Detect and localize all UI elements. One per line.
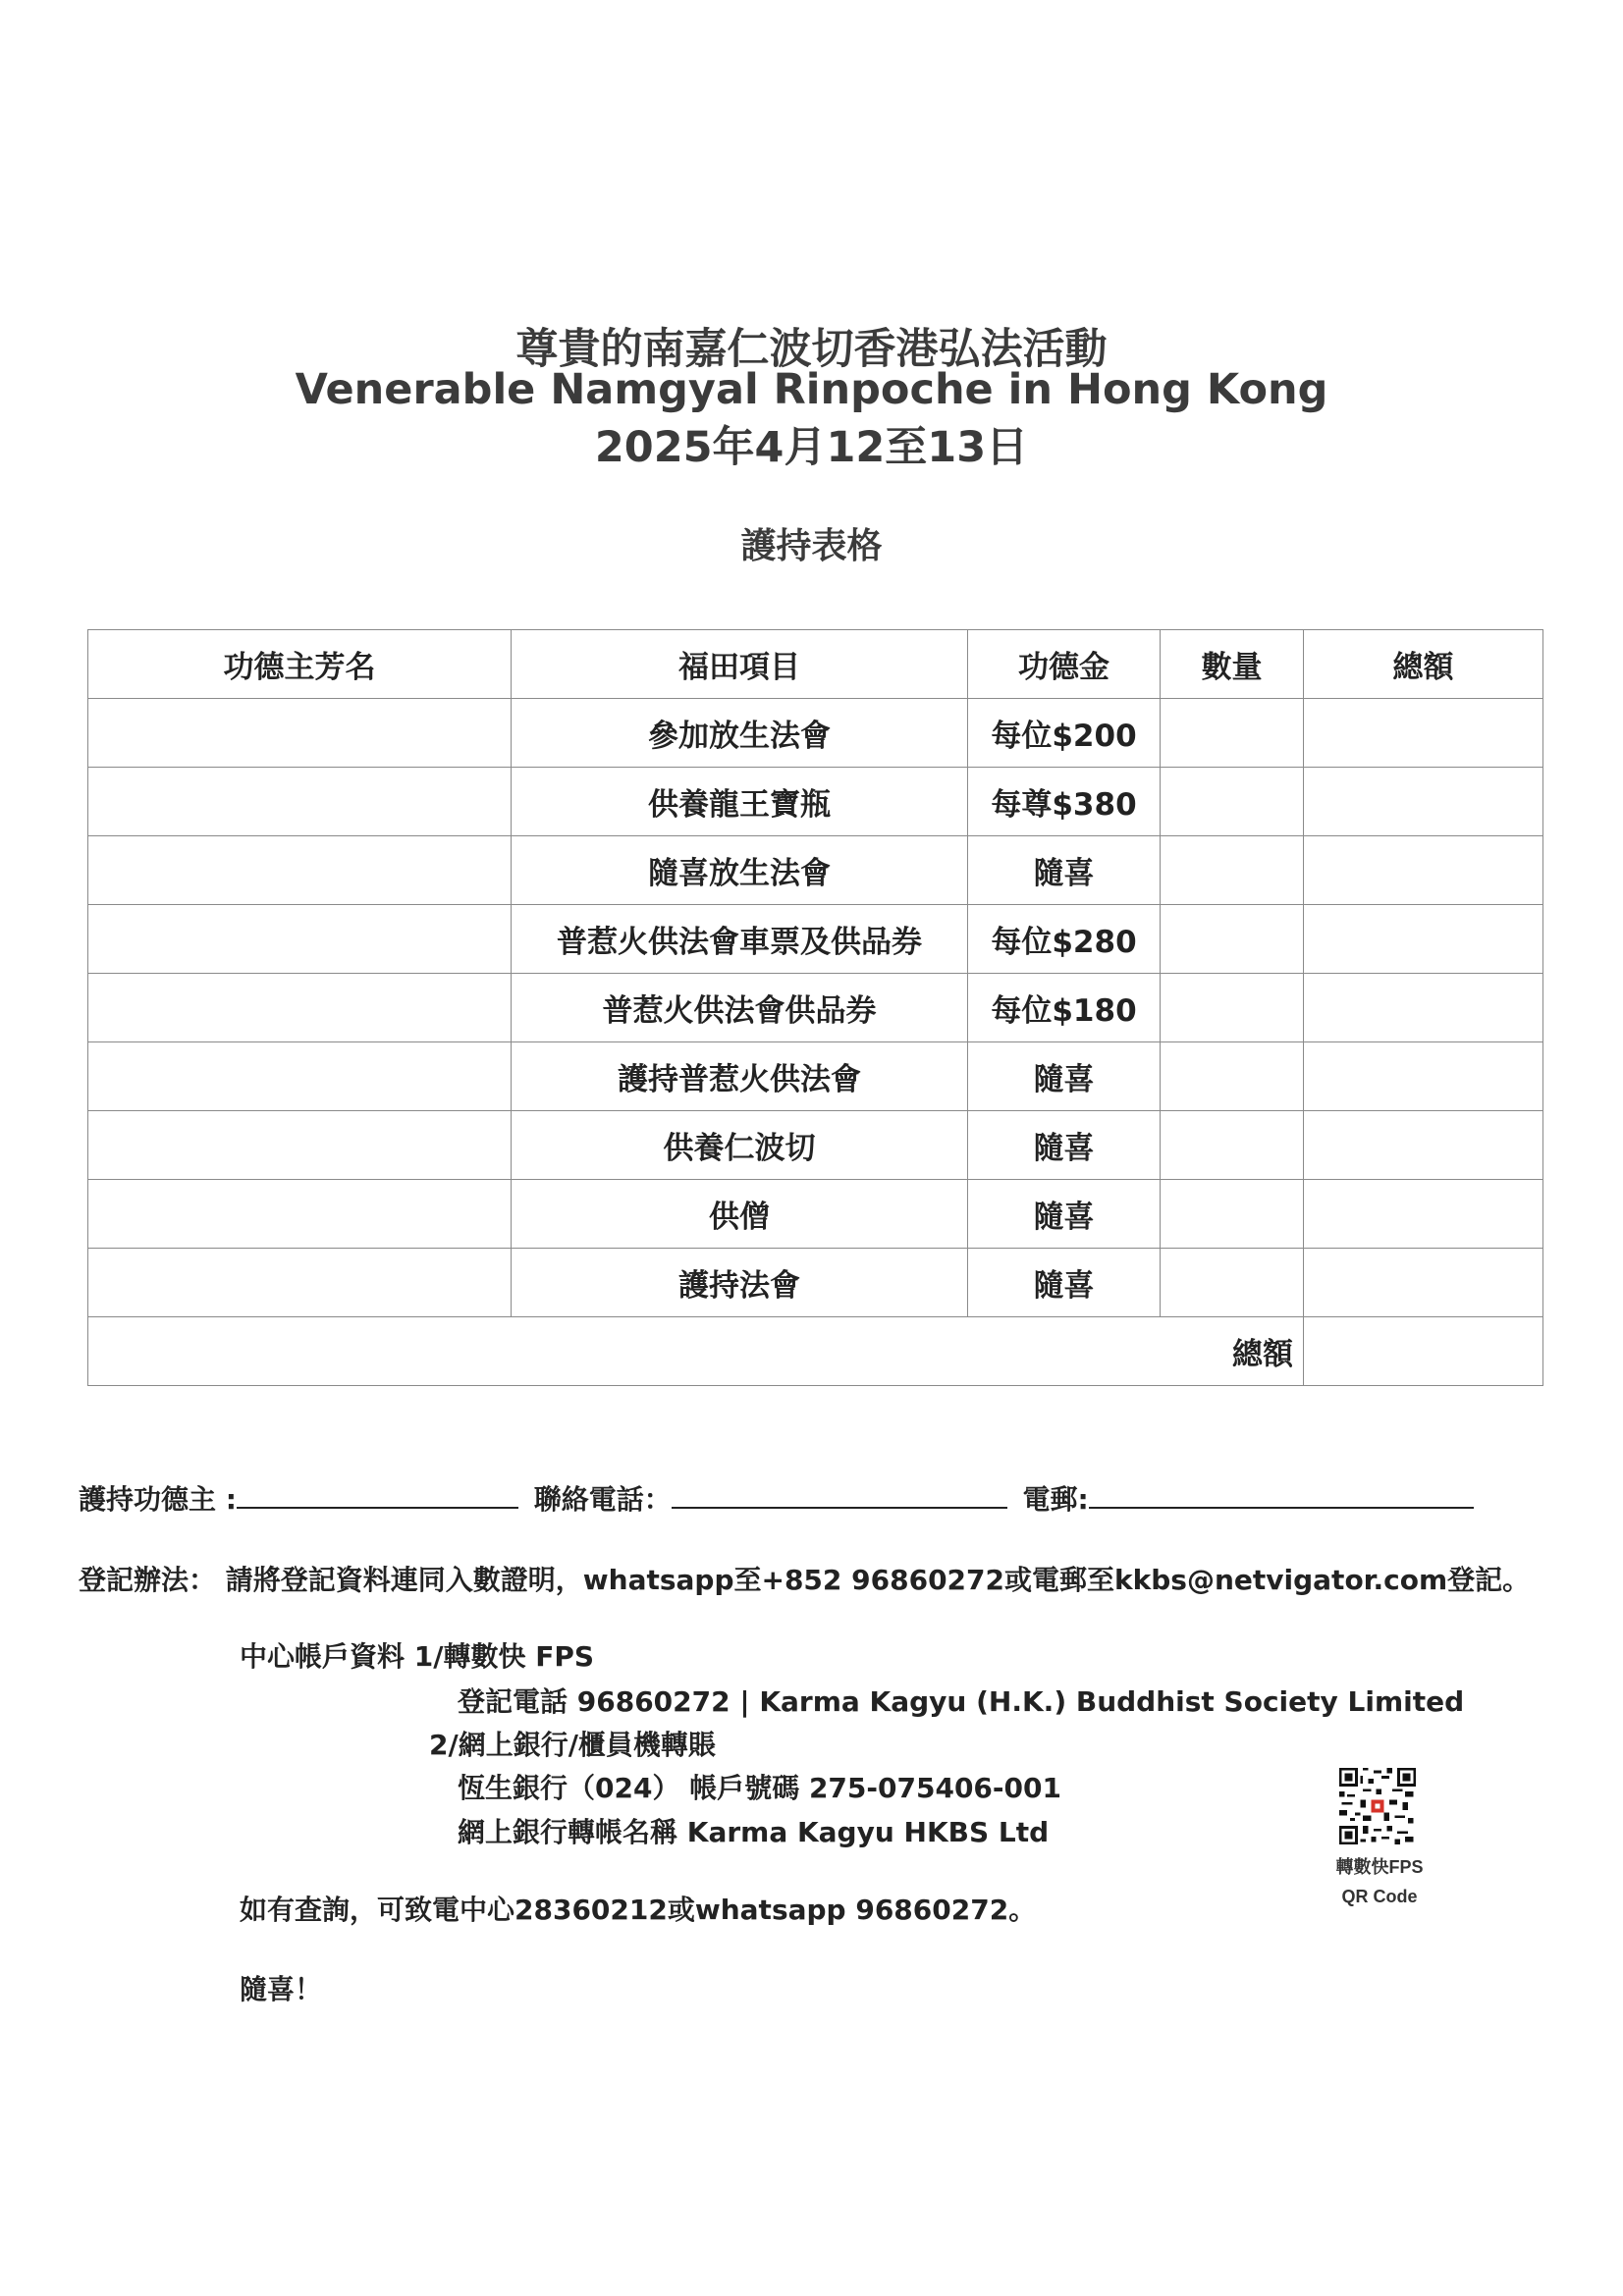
- table-row: [88, 836, 1543, 905]
- bank-heading: 2/網上銀行/櫃員機轉賬: [429, 1729, 716, 1761]
- email-label: 電郵:: [1022, 1483, 1089, 1516]
- phone-input-line[interactable]: [672, 1481, 1007, 1509]
- form-title: 護持表格: [740, 526, 883, 566]
- table-total-row: [88, 1317, 1543, 1386]
- title-zh: 尊貴的南嘉仁波切香港弘法活動: [515, 325, 1108, 374]
- item-cell: 供養仁波切: [512, 1111, 968, 1180]
- amount-cell: 隨喜: [968, 1249, 1161, 1317]
- table-row: [88, 1249, 1543, 1317]
- item-cell: 護持普惹火供法會: [512, 1042, 968, 1111]
- amount-cell: 隨喜: [968, 836, 1161, 905]
- total-cell[interactable]: [1304, 974, 1543, 1042]
- item-cell: 普惹火供法會車票及供品券: [512, 905, 968, 974]
- registration-text: 請將登記資料連同入數證明，whatsapp至+852 96860272或電郵至kkbs@netvigator.com登記。: [225, 1564, 1531, 1596]
- quantity-cell[interactable]: [1161, 699, 1304, 768]
- header-quantity: 數量: [1161, 630, 1304, 699]
- closing-text: 隨喜！: [240, 1973, 323, 2005]
- amount-cell: 每尊$380: [968, 768, 1161, 836]
- item-cell: 參加放生法會: [512, 699, 968, 768]
- enquiry-text: 如有查詢，可致電中心28360212或whatsapp 96860272。: [240, 1894, 1037, 1926]
- amount-cell: 隨喜: [968, 1042, 1161, 1111]
- amount-cell: 隨喜: [968, 1180, 1161, 1249]
- sponsor-label: 護持功德主 :: [79, 1483, 237, 1516]
- header-total: 總額: [1304, 630, 1543, 699]
- sponsor-name-cell[interactable]: [88, 1249, 512, 1317]
- amount-cell: 每位$280: [968, 905, 1161, 974]
- item-cell: 護持法會: [512, 1249, 968, 1317]
- email-input-line[interactable]: [1089, 1481, 1474, 1509]
- item-cell: 隨喜放生法會: [512, 836, 968, 905]
- sponsor-name-cell[interactable]: [88, 1042, 512, 1111]
- quantity-cell[interactable]: [1161, 768, 1304, 836]
- table-row: [88, 974, 1543, 1042]
- item-cell: 供僧: [512, 1180, 968, 1249]
- title-en: Venerable Namgyal Rinpoche in Hong Kong: [295, 365, 1328, 414]
- fps-qr-code-icon: [1339, 1768, 1416, 1844]
- total-cell[interactable]: [1304, 699, 1543, 768]
- fps-details: 登記電話 96860272 | Karma Kagyu (H.K.) Buddhist Society Limited: [458, 1685, 1465, 1718]
- support-table: [87, 629, 1543, 1386]
- amount-cell: 每位$200: [968, 699, 1161, 768]
- qr-caption-fps: 轉數快FPS: [1335, 1857, 1424, 1877]
- total-cell[interactable]: [1304, 768, 1543, 836]
- total-cell[interactable]: [1304, 1249, 1543, 1317]
- quantity-cell[interactable]: [1161, 1249, 1304, 1317]
- header-item: 福田項目: [512, 630, 968, 699]
- amount-cell: 隨喜: [968, 1111, 1161, 1180]
- account-heading: 中心帳戶資料 1/轉數快 FPS: [240, 1640, 595, 1673]
- quantity-cell[interactable]: [1161, 836, 1304, 905]
- item-cell: 普惹火供法會供品券: [512, 974, 968, 1042]
- qr-caption-code: QR Code: [1341, 1887, 1418, 1906]
- total-cell[interactable]: [1304, 905, 1543, 974]
- header-sponsor-name: 功德主芳名: [88, 630, 512, 699]
- amount-cell: 每位$180: [968, 974, 1161, 1042]
- table-row: [88, 699, 1543, 768]
- quantity-cell[interactable]: [1161, 974, 1304, 1042]
- sponsor-name-cell[interactable]: [88, 974, 512, 1042]
- total-cell[interactable]: [1304, 1111, 1543, 1180]
- table-header-row: [88, 630, 1543, 699]
- sponsor-name-cell[interactable]: [88, 768, 512, 836]
- sponsor-name-cell[interactable]: [88, 1180, 512, 1249]
- sponsor-input-line[interactable]: [237, 1481, 518, 1509]
- quantity-cell[interactable]: [1161, 1042, 1304, 1111]
- quantity-cell[interactable]: [1161, 1180, 1304, 1249]
- sponsor-name-cell[interactable]: [88, 699, 512, 768]
- table-row: [88, 1042, 1543, 1111]
- sponsor-name-cell[interactable]: [88, 1111, 512, 1180]
- grand-total-label: 總額: [88, 1317, 1304, 1386]
- table-row: [88, 905, 1543, 974]
- quantity-cell[interactable]: [1161, 1111, 1304, 1180]
- event-date: 2025年4月12至13日: [594, 423, 1029, 472]
- table-row: [88, 1180, 1543, 1249]
- phone-label: 聯絡電話：: [533, 1483, 672, 1516]
- header-amount: 功德金: [968, 630, 1161, 699]
- total-cell[interactable]: [1304, 1042, 1543, 1111]
- total-cell[interactable]: [1304, 1180, 1543, 1249]
- table-row: [88, 768, 1543, 836]
- item-cell: 供養龍王寶瓶: [512, 768, 968, 836]
- bank-account-details: 恆生銀行（024） 帳戶號碼 275-075406-001: [458, 1772, 1061, 1804]
- registration-label: 登記辦法：: [79, 1564, 217, 1596]
- bank-transfer-name: 網上銀行轉帳名稱 Karma Kagyu HKBS Ltd: [458, 1816, 1050, 1848]
- registration-instructions: [79, 1559, 1530, 1598]
- quantity-cell[interactable]: [1161, 905, 1304, 974]
- grand-total-cell[interactable]: [1304, 1317, 1543, 1386]
- sponsor-name-cell[interactable]: [88, 836, 512, 905]
- table-row: [88, 1111, 1543, 1180]
- sponsor-name-cell[interactable]: [88, 905, 512, 974]
- contact-fields-row: [79, 1478, 1474, 1518]
- total-cell[interactable]: [1304, 836, 1543, 905]
